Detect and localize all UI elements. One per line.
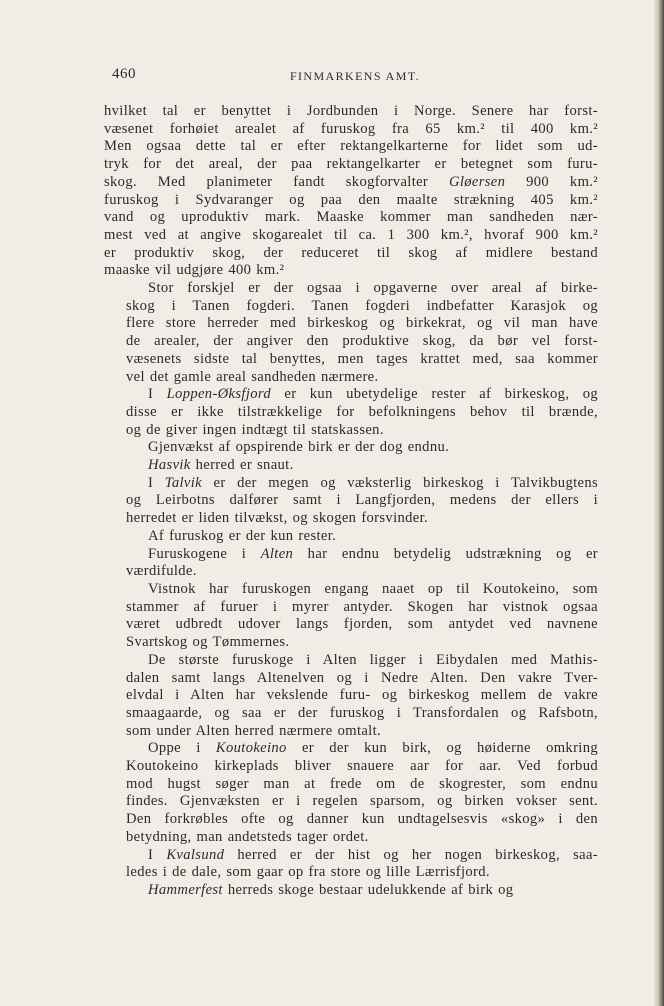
text-line: betydning, man andetsteds tager ordet. — [126, 828, 369, 845]
italic-name: Loppen-Øksfjord — [166, 386, 272, 403]
text-line: stammer af furuer i myrer antyder. Skogen har vistnok ogsaa — [126, 598, 598, 615]
text-line: tryk for det areal, der paa rektangelkarter er betegnet som furu- — [104, 156, 598, 173]
text-line: Men ogsaa dette tal er efter rektangelkarterne for lidet som ud- — [104, 138, 598, 155]
text-line: flere store herreder med birkeskog og birkekrat, og vil man have — [126, 315, 598, 332]
text-line: furuskog i Sydvaranger og paa den maalte strækning 405 km.² — [104, 191, 598, 208]
text-line: Stor forskjel er der ogsaa i opgaverne over areal af birke- — [148, 280, 598, 297]
text-line: Koutokeino kirkeplads bliver snauere aar for aar. Ved forbud — [126, 758, 598, 775]
paragraph — [104, 581, 598, 652]
text-line: væsenet forhøiet arealet af furuskog fra 65 km.² til 400 km.² — [104, 120, 598, 137]
text-line: findes. Gjenvæksten er i regelen sparsom, og birken vokser sent. — [126, 793, 598, 810]
text-line: Svartskog og Tømmernes. — [126, 634, 290, 651]
text-line: disse er ikke tilstrækkelige for befolkningens behov til brænde, — [126, 403, 598, 420]
text-line: er produktiv skog, der reduceret til skog af midlere bestand — [104, 244, 598, 261]
text-line: I Kvalsund herred er der hist og her nogen birkeskog, saa- — [148, 846, 598, 863]
text-line: I Talvik er der megen og væksterlig birkeskog i Talvikbugtens — [148, 474, 598, 491]
text-line: Hasvik herred er snaut. — [148, 457, 294, 474]
text-line: Hammerfest herreds skoge bestaar udelukkende af birk og — [148, 881, 514, 898]
text-line: skog i Tanen fogderi. Tanen fogderi indbefatter Karasjok og — [126, 297, 598, 314]
text-line: og de giver ingen indtægt til statskassen. — [126, 421, 384, 438]
paragraph — [104, 882, 598, 900]
text-line: været udbredt udover langs fjorden, som antydet ved navnene — [126, 616, 598, 633]
text-line: mod hugst søger man at frede om de skogrester, som endnu — [126, 775, 598, 792]
running-title: FINMARKENS AMT. — [289, 69, 421, 83]
text-line: skog. Med planimeter fandt skogforvalter Gløersen 900 km.² — [104, 173, 598, 190]
text-line: og Leirbotns dalfører samt i Langfjorden, medens der ellers i — [126, 492, 598, 509]
paragraph — [104, 546, 598, 581]
text-line: elvdal i Alten har vekslende furu- og birkeskog mellem de vakre — [126, 687, 598, 704]
text-line: Gjenvækst af opspirende birk er der dog endnu. — [148, 439, 450, 456]
text-line: I Loppen-Øksfjord er kun ubetydelige rester af birkeskog, og — [148, 386, 598, 403]
text-line: dalen samt langs Altenelven og i Nedre Alten. Den vakre Tver- — [126, 669, 598, 686]
text-line: Oppe i Koutokeino er der kun birk, og høiderne omkring — [148, 740, 598, 757]
paragraph — [104, 475, 598, 528]
text-line: værdifulde. — [126, 563, 197, 580]
text-line: Den forkrøbles ofte og danner kun undtagelsesvis «skog» i den — [126, 811, 598, 828]
paragraph — [104, 847, 598, 882]
text-line: som under Alten herred nærmere omtalt. — [126, 722, 381, 739]
paragraph — [104, 528, 598, 546]
italic-name: Koutokeino — [215, 740, 287, 757]
text-line: ledes i de dale, som gaar op fra store og lille Lærrisfjord. — [126, 864, 490, 881]
paragraph — [104, 652, 598, 741]
paragraph — [104, 457, 598, 475]
paragraph — [104, 386, 598, 439]
text-line: hvilket tal er benyttet i Jordbunden i Norge. Senere har forst- — [104, 103, 598, 119]
italic-name: Hasvik — [148, 457, 191, 474]
italic-name: Kvalsund — [166, 846, 225, 863]
text-line: de arealer, der angiver den produktive skog, da bør vel forst- — [126, 333, 598, 350]
text-line: vand og uproduktiv mark. Maaske kommer man sandheden nær- — [104, 209, 598, 226]
text-line: mest ved at angive skogarealet til ca. 1 300 km.², hvoraf 900 km.² — [104, 226, 598, 243]
italic-name: Alten — [260, 545, 294, 562]
text-line: herredet er liden tilvækst, og skogen forsvinder. — [126, 510, 428, 527]
text-line: De største furuskoge i Alten ligger i Eibydalen med Mathis- — [148, 651, 598, 668]
italic-name: Talvik — [164, 474, 202, 491]
text-line: væsenets sidste tal benyttes, men tages krattet med, saa kommer — [126, 350, 598, 367]
text-line: Furuskogene i Alten har endnu betydelig udstrækning og er — [148, 545, 598, 562]
italic-name: Hammerfest — [148, 881, 223, 898]
text-line: vel det gamle areal sandheden nærmere. — [126, 368, 379, 385]
text-line: smaagaarde, og saa er der furuskog i Transfordalen og Rafsbotn, — [126, 704, 598, 721]
paragraph — [104, 740, 598, 846]
text-line: Af furuskog er der kun rester. — [148, 527, 337, 544]
italic-name: Gløersen — [448, 173, 506, 190]
body-text — [104, 103, 598, 900]
page-number: 460 — [112, 66, 136, 82]
page-header — [112, 66, 598, 88]
text-line: maaske vil udgjøre 400 km.² — [104, 262, 285, 279]
text-line: Vistnok har furuskogen engang naaet op til Koutokeino, som — [148, 580, 598, 597]
paragraph — [104, 439, 598, 457]
page-edge — [654, 0, 664, 1006]
paragraph — [104, 103, 598, 280]
paragraph — [104, 280, 598, 386]
